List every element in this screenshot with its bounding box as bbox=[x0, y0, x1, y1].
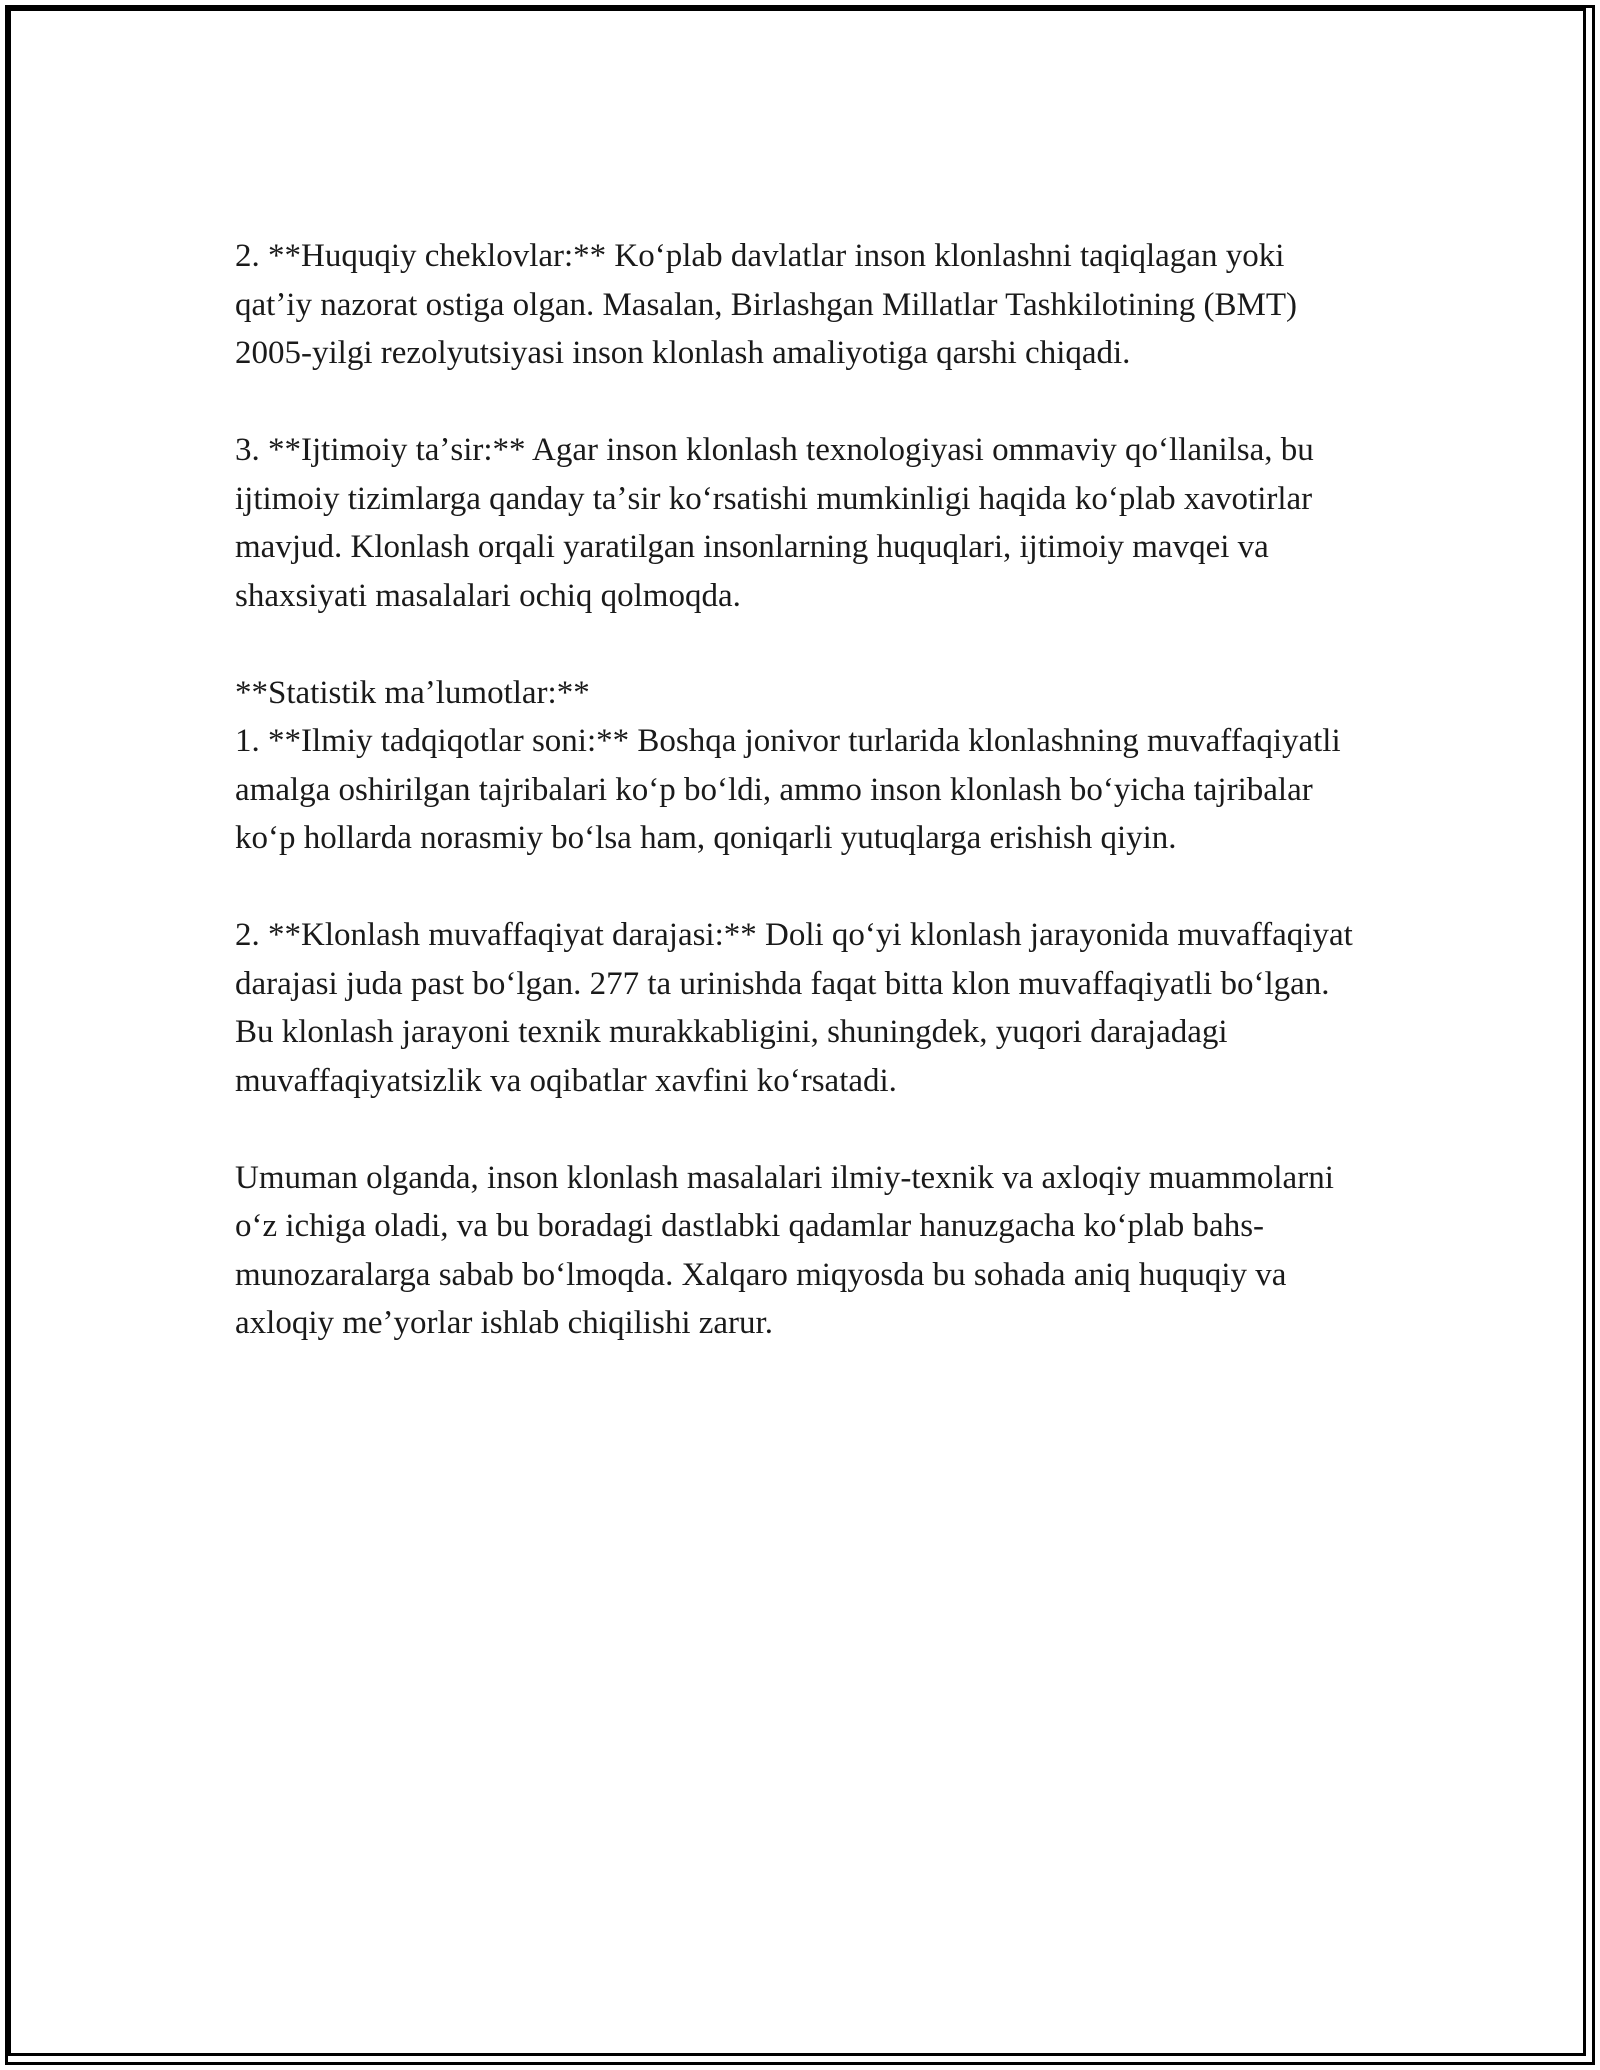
document-body bbox=[235, 232, 1365, 1396]
paragraph-success-rate: 2. **Klonlash muvaffaqiyat darajasi:** Doli qoʻyi klonlash jarayonida muvaffaqiyat darajasi juda past boʻlgan. 277 ta urinishda faqat bitta klon muvaffaqiyatli boʻlgan. Bu klonlash jarayoni texnik murakkabligini, shuningdek, yuqori darajadagi muvaffaqiyatsizlik va oqibatlar xavfini koʻrsatadi. bbox=[235, 917, 1353, 1099]
statistics-heading: **Statistik maʼlumotlar:** bbox=[235, 674, 590, 711]
paragraph-legal-restrictions: 2. **Huquqiy cheklovlar:** Koʻplab davlatlar inson klonlashni taqiqlagan yoki qatʼiy nazorat ostiga olgan. Masalan, Birlashgan Millatlar Tashkilotining (BMT) 2005-yilgi rezolyutsiyasi inson klonlash amaliyotiga qarshi chiqadi. bbox=[235, 238, 1298, 371]
paragraph-conclusion: Umuman olganda, inson klonlash masalalari ilmiy-texnik va axloqiy muammolarni oʻz ichiga oladi, va bu boradagi dastlabki qadamlar hanuzgacha koʻplab bahs-munozaralarga sabab boʻlmoqda. Xalqaro miqyosda bu sohada aniq huquqiy va axloqiy meʼyorlar ishlab chiqilishi zarur. bbox=[235, 1159, 1334, 1341]
paragraph-social-impact: 3. **Ijtimoiy taʼsir:** Agar inson klonlash texnologiyasi ommaviy qoʻllanilsa, bu ijtimoiy tizimlarga qanday taʼsir koʻrsatishi mumkinligi haqida koʻplab xavotirlar mavjud. Klonlash orqali yaratilgan insonlarning huquqlari, ijtimoiy mavqei va shaxsiyati masalalari ochiq qolmoqda. bbox=[235, 432, 1314, 614]
paragraph-research-count: 1. **Ilmiy tadqiqotlar soni:** Boshqa jonivor turlarida klonlashning muvaffaqiyatli amalga oshirilgan tajribalari koʻp boʻldi, ammo inson klonlash boʻyicha tajribalar koʻp hollarda norasmiy boʻlsa ham, qoniqarli yutuqlarga erishish qiyin. bbox=[235, 723, 1341, 856]
